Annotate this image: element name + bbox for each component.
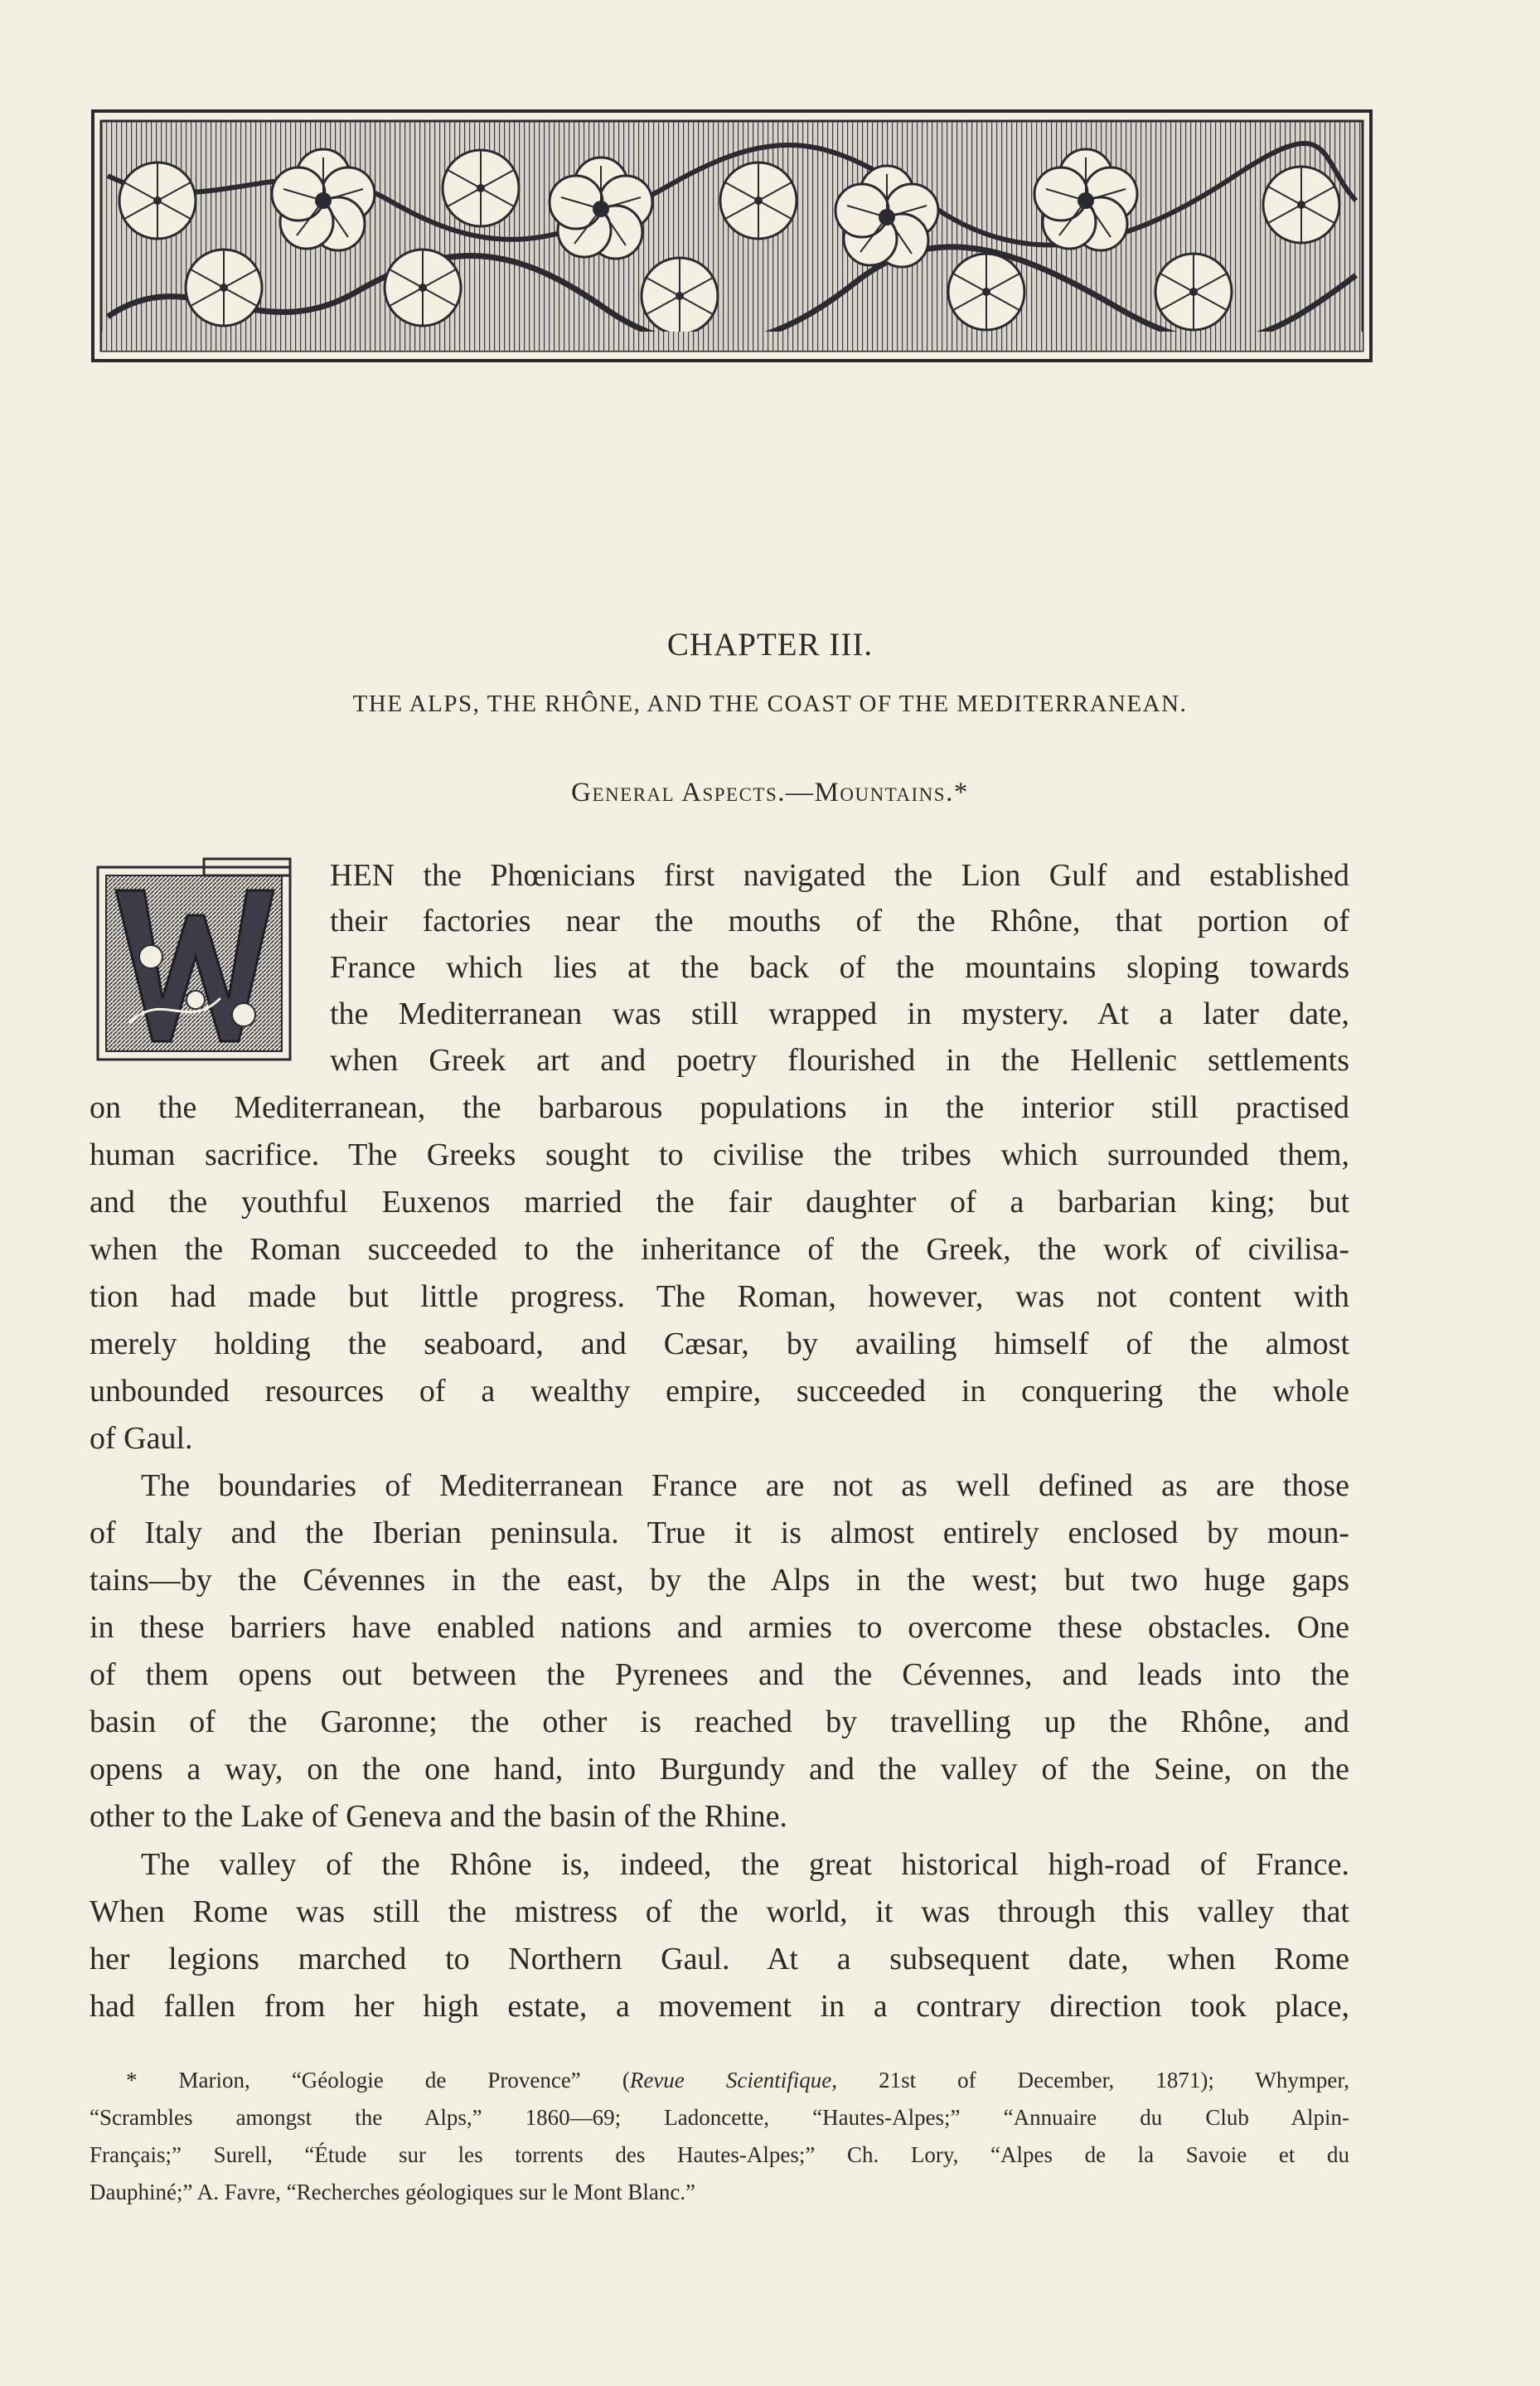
dropcap-w <box>96 857 292 1063</box>
body-line: tion had made but little progress. The Roman, however, was not content with <box>90 1279 1349 1314</box>
body-line: on the Mediterranean, the barbarous populations in the interior still practised <box>90 1090 1349 1125</box>
footnote-journal: Revue Scientifique, <box>629 2068 838 2093</box>
body-line: of Gaul. <box>90 1421 193 1456</box>
body-line: when the Roman succeeded to the inheritance of the Greek, the work of civilisa- <box>90 1232 1349 1267</box>
chapter-subtitle: THE ALPS, THE RHÔNE, AND THE COAST OF THE MEDITERRANEAN. <box>352 691 1188 717</box>
footnote-line: Dauphiné;” A. Favre, “Recherches géologiques sur le Mont Blanc.” <box>90 2180 696 2204</box>
body-line: and the youthful Euxenos married the fair daughter of a barbarian king; but <box>90 1185 1349 1220</box>
body-line: tains—by the Cévennes in the east, by the Alps in the west; but two huge gaps <box>90 1563 1349 1598</box>
footnote-text: * Marion, “Géologie de Provence” ( <box>126 2068 630 2093</box>
footnote-text: 21st of December, 1871); Whymper, <box>837 2068 1350 2093</box>
body-line: The boundaries of Mediterranean France are not as well defined as are those <box>141 1468 1349 1503</box>
body-line: had fallen from her high estate, a movement in a contrary direction took place, <box>90 1989 1349 2024</box>
body-line: her legions marched to Northern Gaul. At a subsequent date, when Rome <box>90 1942 1349 1976</box>
body-line: their factories near the mouths of the Rhône, that portion of <box>330 904 1349 938</box>
body-line: merely holding the seaboard, and Cæsar, by availing himself of the almost <box>90 1326 1349 1361</box>
body-line: in these barriers have enabled nations and armies to overcome these obstacles. One <box>90 1610 1349 1645</box>
body-line: HEN the Phœnicians first navigated the Lion Gulf and established <box>330 858 1349 893</box>
chapter-title: CHAPTER III. <box>666 627 874 662</box>
body-line: other to the Lake of Geneva and the basin of the Rhine. <box>90 1799 788 1834</box>
body-line: basin of the Garonne; the other is reached by travelling up the Rhône, and <box>90 1705 1349 1739</box>
body-line: when Greek art and poetry flourished in the Hellenic settlements <box>330 1043 1349 1078</box>
footnote-line: Français;” Surell, “Étude sur les torrents des Hautes-Alpes;” Ch. Lory, “Alpes de la Savoie et du <box>90 2142 1349 2167</box>
body-line: human sacrifice. The Greeks sought to civilise the tribes which surrounded them, <box>90 1137 1349 1172</box>
floral-headpiece <box>91 109 1373 362</box>
body-line: The valley of the Rhône is, indeed, the great historical high-road of France. <box>141 1847 1349 1882</box>
body-line: France which lies at the back of the mountains sloping towards <box>330 950 1349 985</box>
body-line: of Italy and the Iberian peninsula. True it is almost entirely enclosed by moun- <box>90 1515 1349 1550</box>
body-line: the Mediterranean was still wrapped in mystery. At a later date, <box>330 997 1349 1031</box>
footnote-line <box>126 2066 1349 2094</box>
body-line: of them opens out between the Pyrenees and the Cévennes, and leads into the <box>90 1657 1349 1692</box>
body-line: When Rome was still the mistress of the world, it was through this valley that <box>90 1894 1349 1929</box>
body-line: unbounded resources of a wealthy empire, succeeded in conquering the whole <box>90 1374 1349 1409</box>
footnote-line: “Scrambles amongst the Alps,” 1860—69; Ladoncette, “Hautes-Alpes;” “Annuaire du Club Alpin- <box>90 2105 1349 2130</box>
section-heading: General Aspects.—Mountains.* <box>571 778 969 807</box>
body-line: opens a way, on the one hand, into Burgundy and the valley of the Seine, on the <box>90 1752 1349 1787</box>
